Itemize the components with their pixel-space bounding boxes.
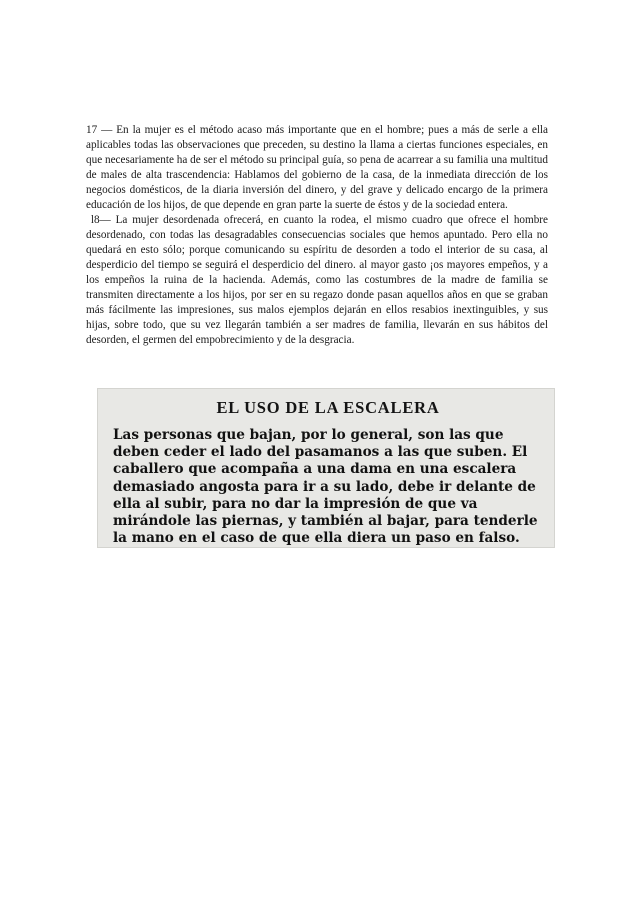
- paragraph-17: 17 — En la mujer es el método acaso más importante que en el hombre; pues a más de serle a ella aplicables todas las observaciones que preceden, su destino la llama a ciertas funciones especiales, en que necesariamente ha de ser el método su principal guía, so pena de acarrear a su familia una multitud de males de alta trascendencia: Hablamos del gobierno de la casa, de la inmediata dirección de los negocios domésticos, de la diaria inversión del dinero, y del grave y delicado encargo de la primera educación de los hijos, de que depende en gran parte la suerte de éstos y de la sociedad entera.: [86, 124, 548, 211]
- newspaper-clipping: [97, 388, 555, 548]
- clipping-body: Las personas que bajan, por lo general, son las que deben ceder el lado del pasamanos a las que suben. El caballero que acompaña a una dama en una escalera demasiado angosta para ir a su lado, debe ir delante de ella al subir, para no dar la impresión de que va mirándole las piernas, y también al bajar, para tenderle la mano en el caso de que ella diera un paso en falso.: [113, 427, 538, 547]
- paragraph-18: l8— La mujer desordenada ofrecerá, en cuanto la rodea, el mismo cuadro que ofrece el hombre desordenado, con todas las desagradables consecuencias sociales que hemos apuntado. Pero ella no quedará en esto sólo; porque comunicando su espíritu de desorden a todo el interior de su casa, al desperdicio del tiempo se seguirá el desperdicio del dinero. al mayor gasto ¡os mayores empeños, y a los empeños la ruina de la hacienda. Además, como las costumbres de la madre de familia se transmiten directamente a los hijos, por ser en su regazo donde pasan aquellos años en que se graban más fácilmente las impresiones, sus malos ejemplos dejarán en ellos resabios inextinguibles, y sus hijas, sobre todo, que su vez llegarán también a ser madres de familia, llevarán en sus hábitos del desorden, el germen del empobrecimiento y de la desgracia.: [86, 214, 551, 346]
- clipping-title: EL USO DE LA ESCALERA: [216, 398, 440, 417]
- article-text: [86, 123, 551, 348]
